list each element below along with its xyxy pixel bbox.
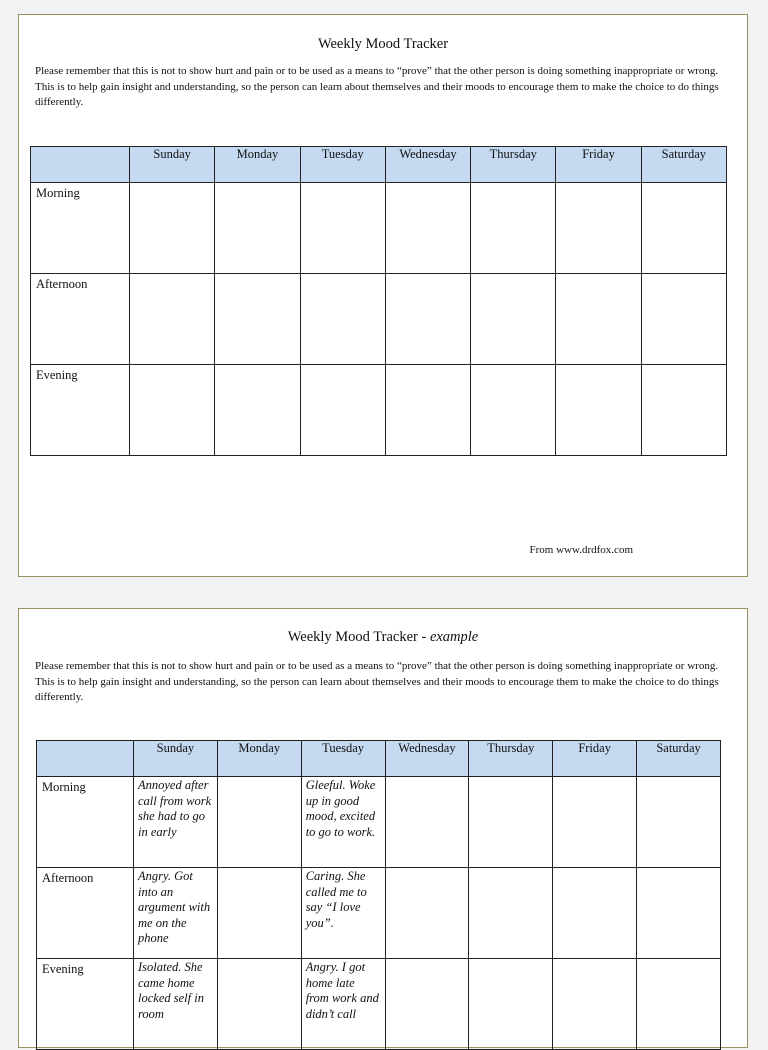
day-header-wednesday: Wednesday [385, 147, 470, 183]
mood-cell[interactable] [556, 365, 641, 456]
mood-cell[interactable] [471, 183, 556, 274]
mood-cell[interactable] [385, 777, 469, 868]
mood-cell[interactable] [637, 959, 721, 1050]
row-label-morning: Morning [31, 183, 130, 274]
day-header-wednesday: Wednesday [385, 741, 469, 777]
page-title: Weekly Mood Tracker [317, 36, 449, 52]
example-mood-table [36, 740, 721, 1050]
mood-cell[interactable] [217, 868, 301, 959]
header-row [31, 147, 727, 183]
mood-cell[interactable] [385, 959, 469, 1050]
table-row [31, 365, 727, 456]
header-row [37, 741, 721, 777]
mood-cell[interactable] [134, 868, 218, 959]
intro-paragraph: Please remember that this is not to show hurt and pain or to be used as a means to “prove” that the other person is doing something inappropriate or wrong. This is to help gain insight and understanding, so the person can learn about themselves and their moods to encourage them to make the choice to do things differently. [35, 660, 719, 703]
intro-paragraph: Please remember that this is not to show hurt and pain or to be used as a means to “prove” that the other person is doing something inappropriate or wrong. This is to help gain insight and understanding, so the person can learn about themselves and their moods to encourage them to make the choice to do things differently. [35, 65, 719, 108]
mood-entry: Angry. I got home late from work and didn’t call [305, 960, 379, 1021]
mood-cell[interactable] [134, 959, 218, 1050]
mood-cell[interactable] [469, 777, 553, 868]
day-header-friday: Friday [556, 147, 641, 183]
mood-cell[interactable] [215, 365, 300, 456]
example-tracker-page [18, 608, 748, 1048]
mood-cell[interactable] [637, 868, 721, 959]
mood-cell[interactable] [385, 365, 470, 456]
mood-table [30, 146, 727, 456]
mood-entry: Annoyed after call from work she had to go in early [138, 778, 212, 839]
mood-cell[interactable] [556, 274, 641, 365]
day-header-tuesday: Tuesday [301, 741, 385, 777]
day-header-sunday: Sunday [134, 741, 218, 777]
table-row [37, 959, 721, 1050]
mood-cell[interactable] [300, 365, 385, 456]
day-header-friday: Friday [553, 741, 637, 777]
mood-cell[interactable] [134, 777, 218, 868]
mood-cell[interactable] [215, 183, 300, 274]
mood-cell[interactable] [130, 183, 215, 274]
mood-cell[interactable] [641, 365, 726, 456]
row-label-morning: Morning [37, 777, 134, 868]
corner-cell [31, 147, 130, 183]
mood-cell[interactable] [217, 777, 301, 868]
mood-cell[interactable] [301, 959, 385, 1050]
title-example-suffix: example [429, 629, 479, 645]
mood-entry: Isolated. She came home locked self in room [138, 960, 204, 1021]
day-header-monday: Monday [215, 147, 300, 183]
mood-cell[interactable] [385, 274, 470, 365]
mood-cell[interactable] [469, 959, 553, 1050]
day-header-saturday: Saturday [637, 741, 721, 777]
mood-cell[interactable] [385, 868, 469, 959]
mood-cell[interactable] [385, 183, 470, 274]
mood-cell[interactable] [130, 274, 215, 365]
day-header-tuesday: Tuesday [300, 147, 385, 183]
mood-cell[interactable] [217, 959, 301, 1050]
table-row [37, 777, 721, 868]
mood-cell[interactable] [637, 777, 721, 868]
mood-cell[interactable] [641, 183, 726, 274]
row-label-evening: Evening [37, 959, 134, 1050]
corner-cell [37, 741, 134, 777]
row-label-evening: Evening [31, 365, 130, 456]
mood-entry: Angry. Got into an argument with me on the phone [138, 869, 211, 946]
day-header-saturday: Saturday [641, 147, 726, 183]
day-header-thursday: Thursday [471, 147, 556, 183]
blank-tracker-page [18, 14, 748, 577]
table-row [31, 274, 727, 365]
day-header-monday: Monday [217, 741, 301, 777]
row-label-afternoon: Afternoon [37, 868, 134, 959]
mood-cell[interactable] [553, 777, 637, 868]
mood-cell[interactable] [300, 274, 385, 365]
row-label-afternoon: Afternoon [31, 274, 130, 365]
mood-cell[interactable] [556, 183, 641, 274]
mood-cell[interactable] [130, 365, 215, 456]
mood-cell[interactable] [471, 274, 556, 365]
mood-cell[interactable] [641, 274, 726, 365]
mood-cell[interactable] [215, 274, 300, 365]
mood-entry: Gleeful. Woke up in good mood, excited to go to work. [305, 778, 376, 839]
page-title: Weekly Mood Tracker - example [287, 629, 479, 645]
mood-cell[interactable] [469, 868, 553, 959]
table-row [37, 868, 721, 959]
source-credit: From www.drdfox.com [529, 544, 633, 556]
mood-cell[interactable] [553, 868, 637, 959]
mood-cell[interactable] [471, 365, 556, 456]
mood-cell[interactable] [553, 959, 637, 1050]
day-header-sunday: Sunday [130, 147, 215, 183]
mood-cell[interactable] [301, 777, 385, 868]
mood-cell[interactable] [300, 183, 385, 274]
mood-cell[interactable] [301, 868, 385, 959]
mood-entry: Caring. She called me to say “I love you”. [305, 869, 367, 930]
table-row [31, 183, 727, 274]
day-header-thursday: Thursday [469, 741, 553, 777]
